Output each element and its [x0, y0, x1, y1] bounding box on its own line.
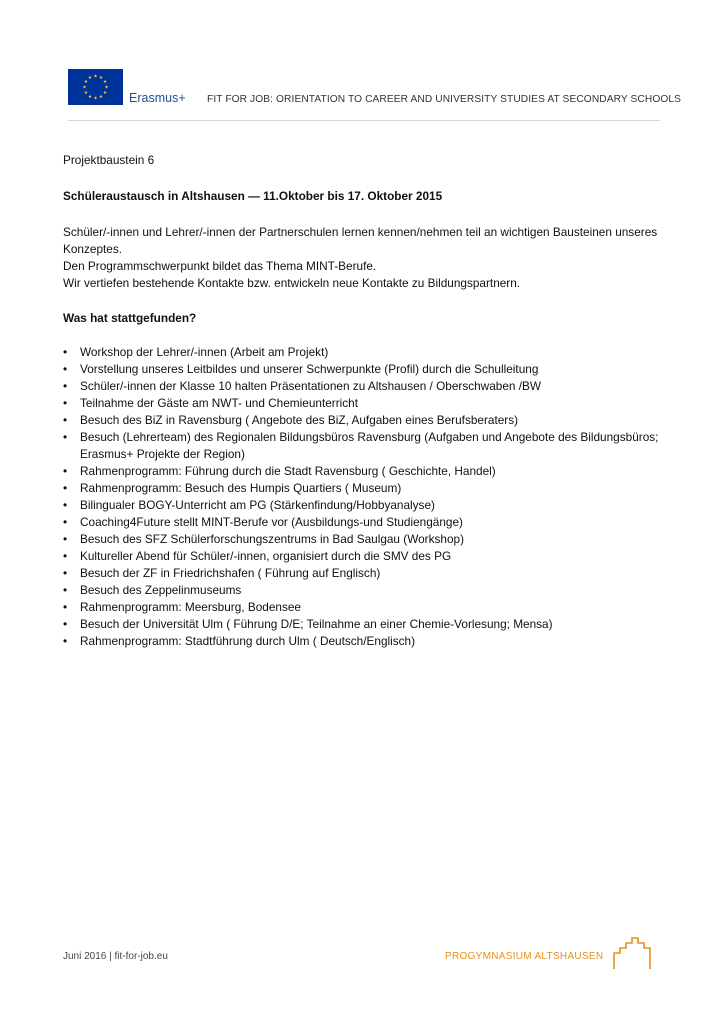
- list-item: • Teilnahme der Gäste am NWT- und Chemieunterricht: [63, 395, 663, 412]
- list-item: • Besuch (Lehrerteam) des Regionalen Bildungsbüros Ravensburg (Aufgaben und Angebote des Bildungsbüros; Erasmus+ Projekte der Region): [63, 429, 663, 463]
- list-item: • Kultureller Abend für Schüler/-innen, organisiert durch die SMV des PG: [63, 548, 663, 565]
- erasmus-label: Erasmus+: [129, 91, 186, 105]
- list-item: • Rahmenprogramm: Führung durch die Stadt Ravensburg ( Geschichte, Handel): [63, 463, 663, 480]
- intro-paragraph: Wir vertiefen bestehende Kontakte bzw. entwickeln neue Kontakte zu Bildungspartnern.: [63, 276, 521, 290]
- list-item: • Schüler/-innen der Klasse 10 halten Präsentationen zu Altshausen / Oberschwaben /BW: [63, 378, 663, 395]
- activity-list: [63, 344, 663, 650]
- header-title: FIT FOR JOB: ORIENTATION TO CAREER AND UNIVERSITY STUDIES AT SECONDARY SCHOOLS: [207, 94, 682, 105]
- intro-paragraph: Schüler/-innen und Lehrer/-innen der Partnerschulen lernen kennen/nehmen teil an wichtigen Bausteinen unseres Konzeptes.: [63, 225, 658, 256]
- list-item: • Rahmenprogramm: Meersburg, Bodensee: [63, 599, 663, 616]
- document-body: [63, 152, 663, 650]
- footer-date-url: Juni 2016 | fit-for-job.eu: [63, 951, 168, 962]
- list-item: • Coaching4Future stellt MINT-Berufe vor (Ausbildungs-und Studiengänge): [63, 514, 663, 531]
- list-item: • Besuch des Zeppelinmuseums: [63, 582, 663, 599]
- eu-flag-icon: [68, 69, 123, 105]
- list-item: • Besuch der Universität Ulm ( Führung D/E; Teilnahme an einer Chemie-Vorlesung; Mensa): [63, 616, 663, 633]
- school-building-logo-icon: [612, 935, 652, 971]
- list-item: • Besuch des BiZ in Ravensburg ( Angebote des BiZ, Aufgaben eines Berufsberaters): [63, 412, 663, 429]
- list-item: • Workshop der Lehrer/-innen (Arbeit am Projekt): [63, 344, 663, 361]
- header-divider: [68, 120, 660, 121]
- list-item: • Besuch des SFZ Schülerforschungszentrums in Bad Saulgau (Workshop): [63, 531, 663, 548]
- document-title: Schüleraustausch in Altshausen — 11.Oktober bis 17. Oktober 2015: [63, 189, 443, 203]
- list-item: • Besuch der ZF in Friedrichshafen ( Führung auf Englisch): [63, 565, 663, 582]
- list-item: • Vorstellung unseres Leitbildes und unserer Schwerpunkte (Profil) durch die Schulleitung: [63, 361, 663, 378]
- list-item: • Rahmenprogramm: Stadtführung durch Ulm ( Deutsch/Englisch): [63, 633, 663, 650]
- page-header: [68, 69, 682, 121]
- list-item: • Bilingualer BOGY-Unterricht am PG (Stärkenfindung/Hobbyanalyse): [63, 497, 663, 514]
- block-label: Projektbaustein 6: [63, 153, 155, 167]
- footer-school-name: PROGYMNASIUM ALTSHAUSEN: [445, 951, 604, 962]
- list-item: • Rahmenprogramm: Besuch des Humpis Quartiers ( Museum): [63, 480, 663, 497]
- intro-paragraph: Den Programmschwerpunkt bildet das Thema MINT-Berufe.: [63, 259, 377, 273]
- intro-text: [63, 224, 663, 292]
- section-heading: Was hat stattgefunden?: [63, 311, 197, 325]
